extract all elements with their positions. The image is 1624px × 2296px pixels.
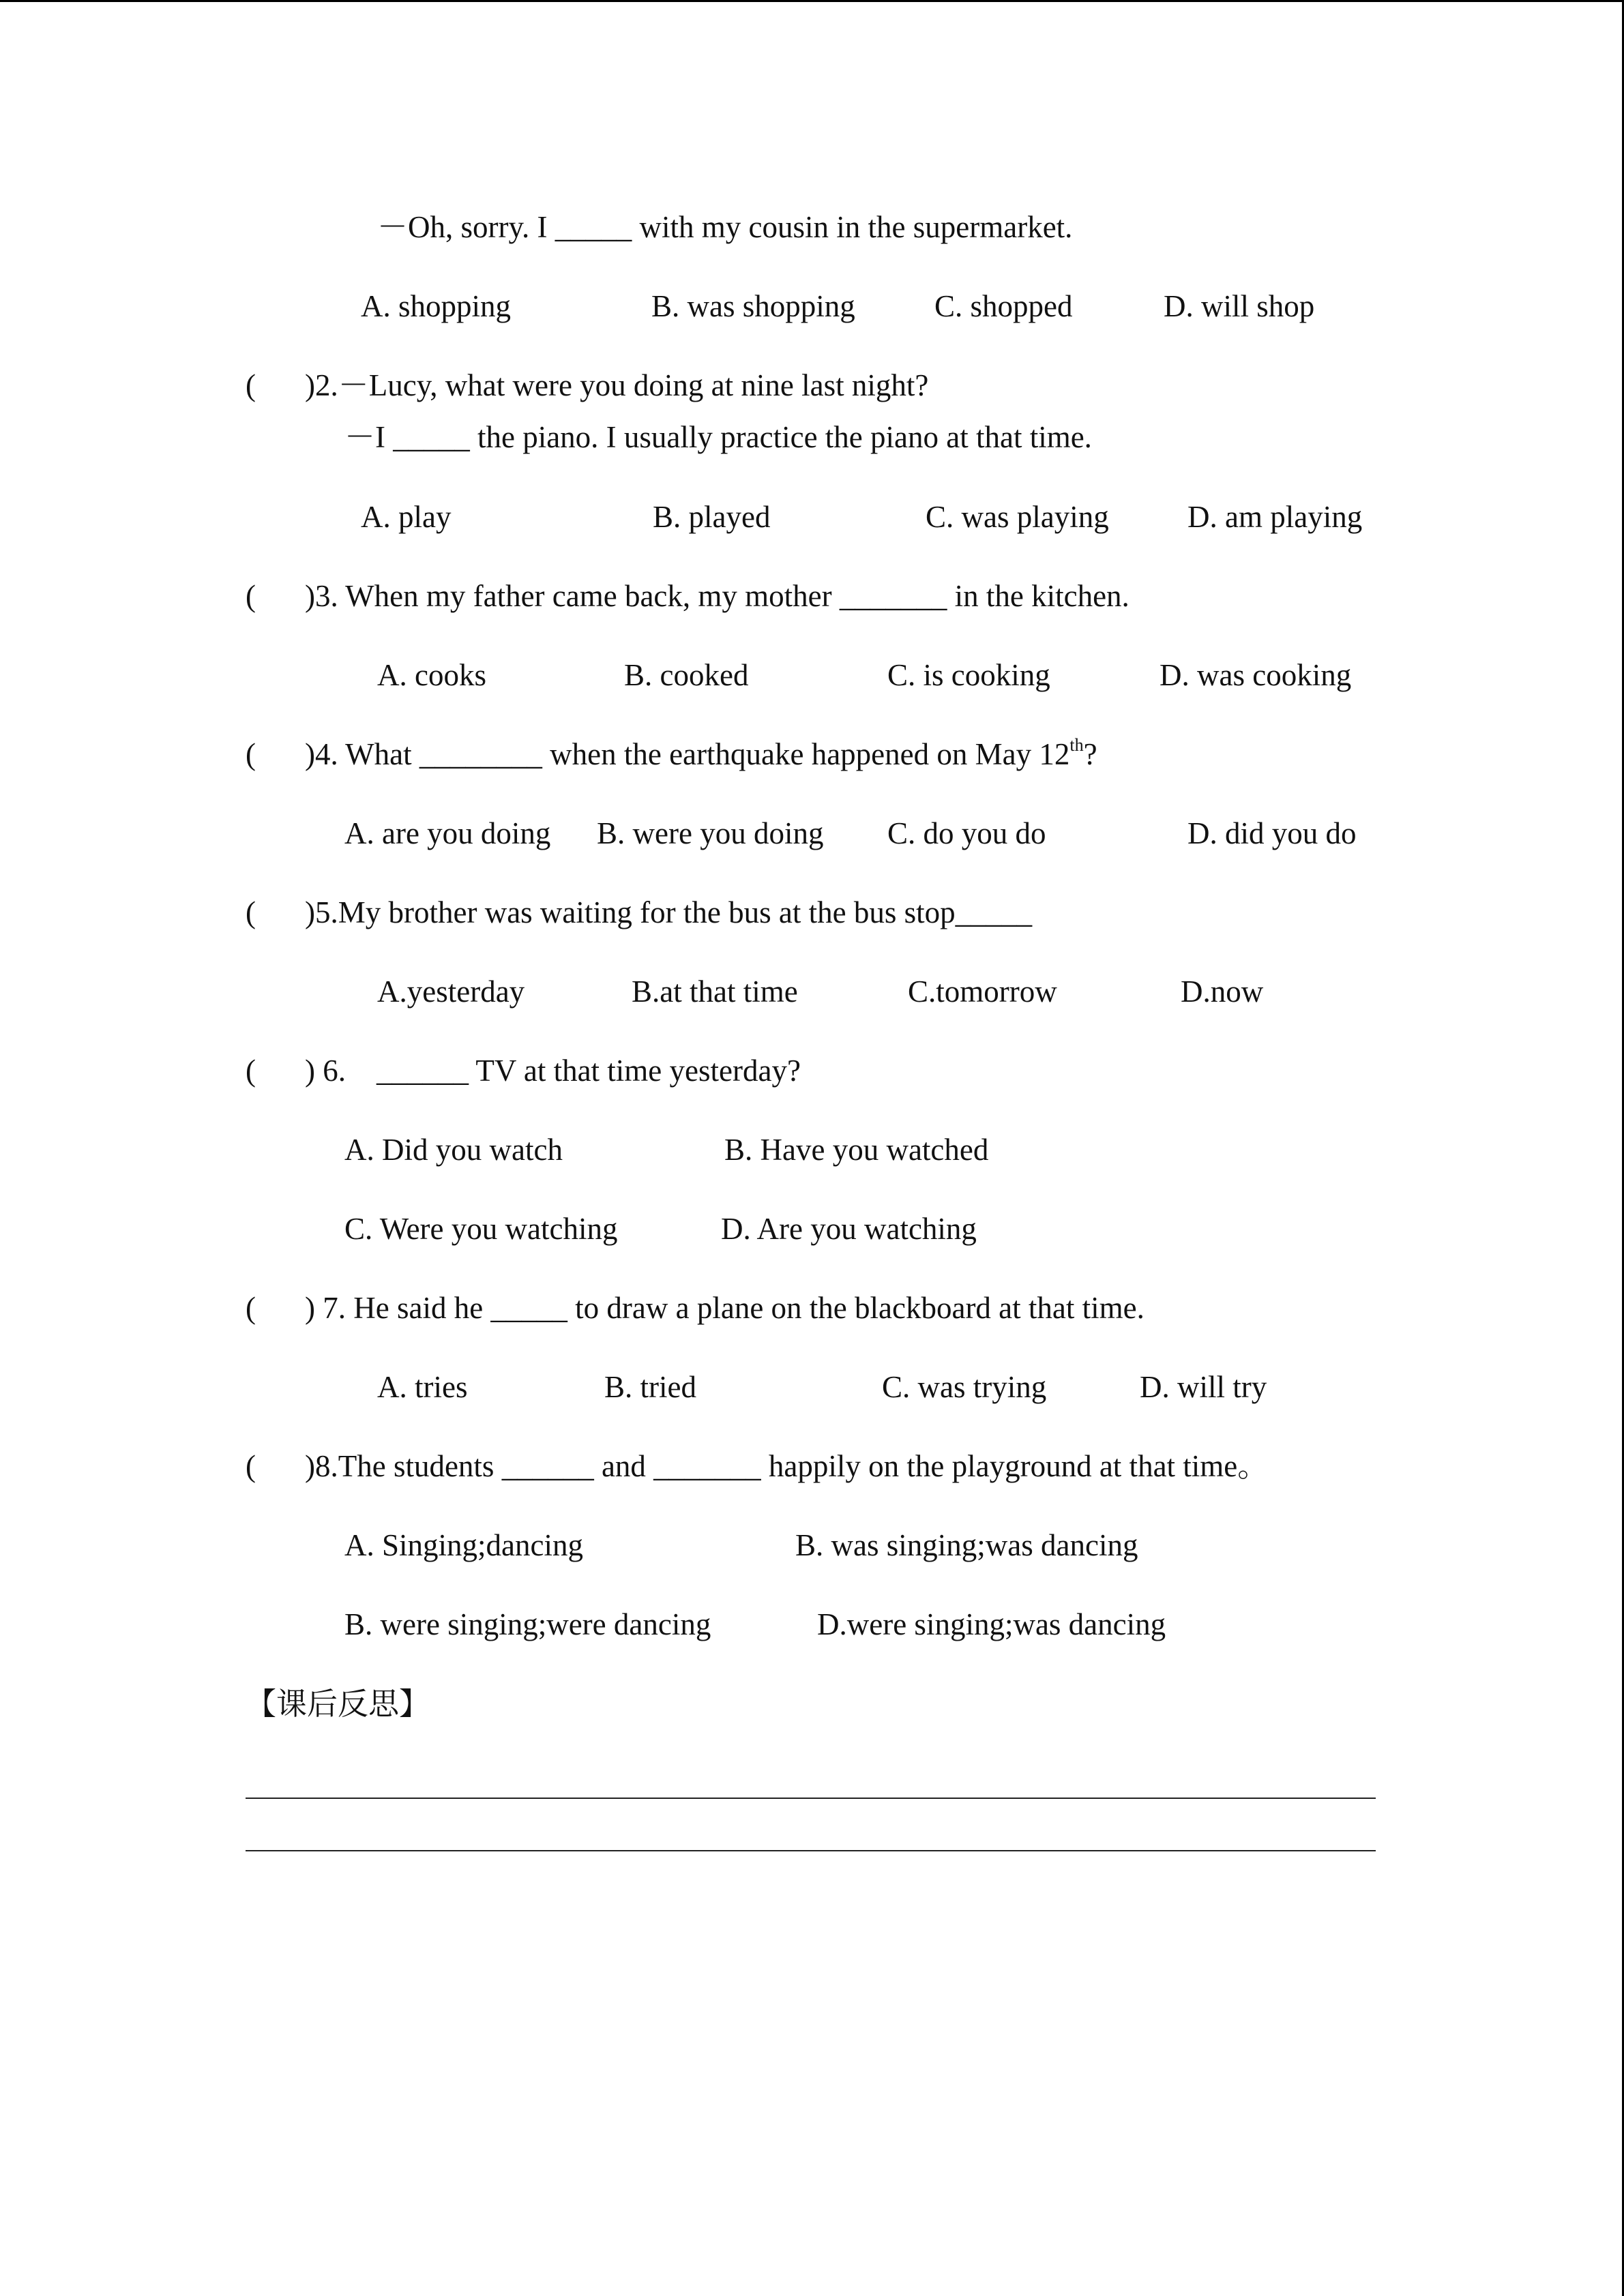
- q3-option-a: A. cooks: [377, 658, 486, 692]
- q7-option-b: B. tried: [604, 1370, 696, 1404]
- q1-option-d: D. will shop: [1164, 289, 1315, 323]
- q1-option-c: C. shopped: [934, 289, 1073, 323]
- q4-stem-main: )4. What ________ when the earthquake happened on May 12: [305, 737, 1070, 771]
- q3-option-d: D. was cooking: [1160, 658, 1352, 692]
- q5-option-a: A.yesterday: [377, 974, 525, 1009]
- q5-option-c: C.tomorrow: [908, 974, 1057, 1009]
- q4-stem-end: ?: [1083, 737, 1097, 771]
- q2-bracket: (: [246, 368, 256, 402]
- q6-bracket: (: [246, 1054, 256, 1088]
- q4-option-a: A. are you doing: [344, 816, 551, 850]
- q4-option-c: C. do you do: [887, 816, 1046, 850]
- q2-option-a: A. play: [361, 500, 452, 534]
- q3-bracket: (: [246, 579, 256, 613]
- q2-option-c: C. was playing: [926, 500, 1109, 534]
- q8-option-c: B. were singing;were dancing: [344, 1607, 711, 1641]
- q8-option-b: B. was singing;was dancing: [795, 1528, 1138, 1562]
- q7-bracket: (: [246, 1291, 256, 1325]
- q6-option-c: C. Were you watching: [344, 1212, 618, 1246]
- q7-option-d: D. will try: [1140, 1370, 1267, 1404]
- q4-stem: [305, 735, 1097, 771]
- q1-option-a: A. shopping: [361, 289, 512, 323]
- q5-stem: )5.My brother was waiting for the bus at the bus stop_____: [305, 895, 1033, 929]
- q3-option-b: B. cooked: [624, 658, 749, 692]
- q6-option-a: A. Did you watch: [344, 1133, 563, 1167]
- q7-option-a: A. tries: [377, 1370, 468, 1404]
- q1-option-b: B. was shopping: [651, 289, 855, 323]
- q4-option-b: B. were you doing: [597, 816, 824, 850]
- q4-bracket: (: [246, 737, 256, 771]
- q4-ordinal-suffix: th: [1069, 735, 1084, 755]
- q5-bracket: (: [246, 895, 256, 929]
- q6-stem: ) 6. ______ TV at that time yesterday?: [305, 1054, 801, 1088]
- reflection-writing-line-2: [246, 1850, 1376, 1851]
- q5-option-b: B.at that time: [632, 974, 798, 1009]
- q6-option-d: D. Are you watching: [721, 1212, 977, 1246]
- q4-option-d: D. did you do: [1187, 816, 1357, 850]
- q6-option-b: B. Have you watched: [724, 1133, 989, 1167]
- reflection-writing-line-1: [246, 1798, 1376, 1799]
- q3-option-c: C. is cooking: [887, 658, 1050, 692]
- q8-bracket: (: [246, 1449, 256, 1483]
- q2-answer-line: －I _____ the piano. I usually practice the piano at that time.: [344, 420, 1092, 454]
- reflection-heading: 【课后反思】: [246, 1686, 430, 1722]
- q7-option-c: C. was trying: [882, 1370, 1047, 1404]
- q2-option-d: D. am playing: [1187, 500, 1363, 534]
- q2-option-b: B. played: [653, 500, 771, 534]
- q1-answer-line: －Oh, sorry. I _____ with my cousin in the supermarket.: [377, 210, 1073, 244]
- q5-option-d: D.now: [1181, 974, 1264, 1009]
- q3-stem: )3. When my father came back, my mother _______ in the kitchen.: [305, 579, 1130, 613]
- q8-stem: )8.The students ______ and _______ happily on the playground at that time。: [305, 1449, 1269, 1483]
- q8-option-a: A. Singing;dancing: [344, 1528, 583, 1562]
- q2-stem: )2.－Lucy, what were you doing at nine last night?: [305, 368, 929, 402]
- page-top-border: [0, 0, 1624, 2]
- q8-option-d: D.were singing;was dancing: [817, 1607, 1166, 1641]
- q7-stem: ) 7. He said he _____ to draw a plane on the blackboard at that time.: [305, 1291, 1145, 1325]
